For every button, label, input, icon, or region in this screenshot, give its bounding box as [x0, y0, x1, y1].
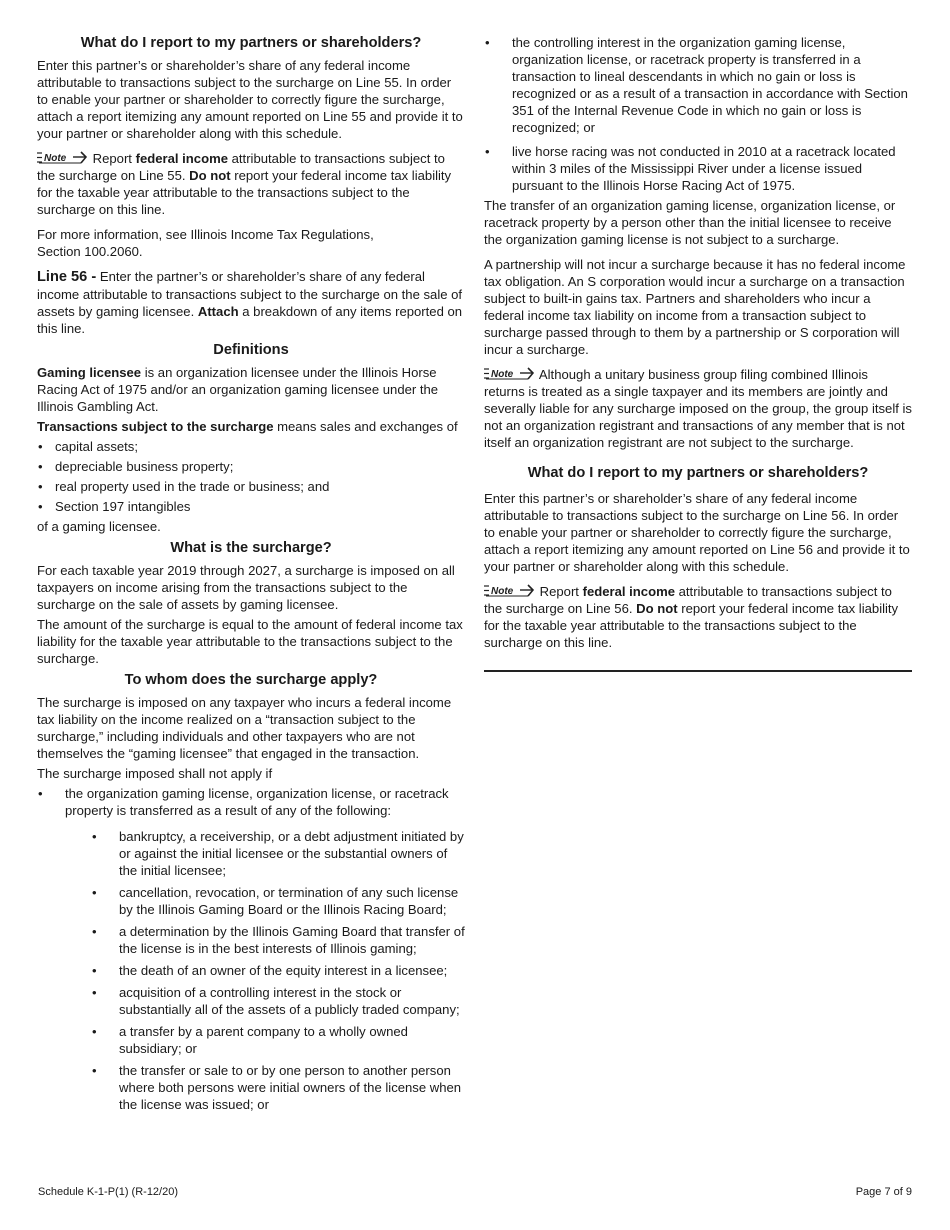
list-item: • the controlling interest in the organization gaming license, organization license, or racetrack property is transferred in a transaction to lineal descendants in which no gain or loss is recognized or as a result of a transaction in accordance with Section 351 of the Internal Revenue Code in which no gain or loss is recognized; or: [484, 34, 912, 136]
note-line56: Note Report federal income attributable to transactions subject to the surcharge on Line 56. Do not report your federal income tax liability for the taxable year attributable to the transactions subject to the surcharge on this line.: [484, 584, 899, 650]
list-item: • Section 197 intangibles: [37, 498, 465, 515]
apply-heading: To whom does the surcharge apply?: [124, 672, 378, 688]
def-gaming-licensee: Gaming licensee is an organization licensee under the Illinois Horse Racing Act of 1975 and/or an organization gaming licensee under the Illinois Gambling Act.: [37, 365, 439, 414]
transfer-paragraph: The transfer of an organization gaming license, organization license, or racetrack property by a person other than the initial licensee to receive the organization gaming license is not subject to a surcharge.: [484, 198, 896, 247]
list-item: • bankruptcy, a receivership, or a debt adjustment initiated by or against the initial licensee or the substantial owners of the initial licensee;: [65, 828, 465, 879]
list-item: • the organization gaming license, organization license, or racetrack property is transferred as a result of any of the following: • bankruptcy, a receivership, or a debt adjustment initiated by or against the initial licensee or the substantial owners of the initial licensee; • cancellation, revocation, or termination of any such license by the Illinois Gaming Board or the Illinois Racing Board; • a determination by the Illinois Gaming Board that transfer of the license is in the best interests of Illinois gaming; • the death of an owner of the equity interest in a licensee; • acquisition of a controlling interest in the stock or substantially all of the assets of a publicly traded company; • a transfer by a parent company to a wholly owned subsidiary; or • the transfer or sale to or by one person to another person where both persons were initial owners of the license when the license was issued; or: [37, 785, 465, 1113]
transfer-causes-list: [65, 828, 465, 1113]
list-item: • a determination by the Illinois Gaming Board that transfer of the license is in the best interests of Illinois gaming;: [65, 923, 465, 957]
form-identifier: Schedule K-1-P(1) (R-12/20): [38, 1186, 179, 1198]
report-heading-line55: What do I report to my partners or shareholders?: [80, 35, 422, 51]
more-info: For more information, see Illinois Income Tax Regulations, Section 100.2060.: [37, 227, 374, 259]
section-divider: [484, 670, 912, 672]
def-tail: of a gaming licensee.: [37, 519, 161, 534]
svg-text:Note: Note: [491, 586, 514, 597]
list-item: • the transfer or sale to or by one person to another person where both persons were initial owners of the license when the license was issued; or: [65, 1062, 465, 1113]
list-item: • the death of an owner of the equity interest in a licensee;: [65, 962, 465, 979]
note-icon: [484, 584, 534, 597]
def-transactions: Transactions subject to the surcharge means sales and exchanges of: [37, 419, 458, 434]
list-item: • capital assets;: [37, 438, 465, 455]
note-unitary: Note Although a unitary business group filing combined Illinois returns is treated as a single taxpayer and its members are jointly and severally liable for any surcharge imposed on the group, the group itself is not an organization registrant and transactions of any member that is not itself an organization registrant are not subject to the surcharge.: [484, 367, 912, 450]
list-item: • depreciable business property;: [37, 458, 465, 475]
surcharge-paragraph-1: For each taxable year 2019 through 2027, a surcharge is imposed on all taxpayers on income arising from the transactions subject to the surcharge on the sale of assets by gaming licensee.: [37, 563, 455, 612]
surcharge-heading: What is the surcharge?: [170, 540, 332, 556]
exemption-list: [37, 785, 465, 1113]
note-icon: [484, 367, 534, 380]
list-item: • a transfer by a parent company to a wholly owned subsidiary; or: [65, 1023, 465, 1057]
list-item: • cancellation, revocation, or termination of any such license by the Illinois Gaming Board or the Illinois Racing Board;: [65, 884, 465, 918]
left-column: [37, 34, 465, 1118]
exemption-list-continued: [484, 34, 912, 194]
page-number: Page 7 of 9: [855, 1186, 912, 1198]
report-paragraph-line55: Enter this partner’s or shareholder’s share of any federal income attributable to transactions subject to the surcharge on Line 55. In order to enable your partner or shareholder to correctly figure the surcharge, attach a report itemizing any amount reported on Line 55 and provide it to your partner or shareholder along with this schedule.: [37, 58, 463, 141]
report-heading-line56: What do I report to my partners or shareholders?: [527, 465, 869, 481]
def-items-list: [37, 438, 465, 515]
line56-label: Line 56 -: [37, 269, 97, 285]
list-item: • live horse racing was not conducted in 2010 at a racetrack located within 3 miles of the Mississippi River under a license issued pursuant to the Illinois Horse Racing Act of 1975.: [484, 143, 912, 194]
list-item: • real property used in the trade or business; and: [37, 478, 465, 495]
surcharge-paragraph-2: The amount of the surcharge is equal to the amount of federal income tax liability for the taxable year attributable to the transactions subject to the surcharge.: [37, 617, 463, 666]
report-paragraph-line56: Enter this partner’s or shareholder’s share of any federal income attributable to transactions subject to the surcharge on Line 56. In order to enable your partner or shareholder to correctly figure the surcharge, attach a report itemizing any amount reported on Line 56 and provide it to your partner or shareholder along with this schedule.: [484, 491, 910, 574]
definitions-heading: Definitions: [213, 342, 289, 358]
note-line55: Note Report federal income attributable to transactions subject to the surcharge on Line 55. Do not report your federal income tax liability for the taxable year attributable to the transactions subject to the surcharge on this line.: [37, 151, 452, 217]
partnership-paragraph: A partnership will not incur a surcharge because it has no federal income tax obligation. An S corporation would incur a surcharge on a transaction subject to built-in gains tax. Partners and shareholders who incur a federal income tax liability on income from a transaction subject to surcharge passed through to them by a partnership or S corporation will incur a surcharge.: [484, 257, 906, 357]
note-icon: [37, 151, 87, 164]
right-column: [484, 34, 912, 659]
line56-instructions: Line 56 - Enter the partner’s or shareholder’s share of any federal income attributable to transactions subject to the surcharge on the sale of assets by gaming licensee. Attach a breakdown of any items reported on this line.: [37, 269, 463, 336]
svg-text:Note: Note: [491, 369, 514, 380]
apply-paragraph-2: The surcharge imposed shall not apply if: [37, 766, 273, 781]
list-item: • acquisition of a controlling interest in the stock or substantially all of the assets of a publicly traded company;: [65, 984, 465, 1018]
apply-paragraph-1: The surcharge is imposed on any taxpayer who incurs a federal income tax liability on the income realized on a “transaction subject to the surcharge,” including individuals and other taxpayers who are not themselves the “gaming licensee” that engaged in the transaction.: [37, 695, 452, 761]
svg-text:Note: Note: [44, 153, 67, 164]
